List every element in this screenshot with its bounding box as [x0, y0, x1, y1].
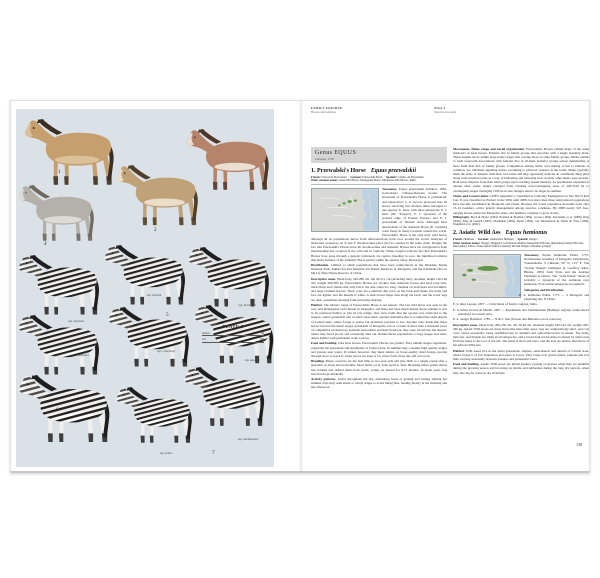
species1-scientific-name: Equus przewalskii [370, 167, 417, 174]
genus-box [311, 147, 447, 163]
account-paragraph: Habitat. Wild Asses live in the driest grasslands, steppes, semi-deserts and deserts of Central Asia, where forage is of low abundance and water is scarce. They range over gravel plains, saltpans and low hills, moving seasonally between pastures and permanent water. [453, 348, 589, 361]
header-family-name: FAMILY EQUIDAE [311, 106, 343, 110]
account-paragraph: Taxonomy. Equus hemionus Pallas, 1775, Northeastern boundary of Mongolia with Russia, Transbaikalia, S Chitinsk, 50° N, 115° E. The “Syrian Onager” hemippus (I. Geoffroy Saint-Hilaire, 1855) from Syria and the Arabian Peninsula is extinct. The “Gobi Kulan” luteus is probably a synonym of the nominate race hemionus. Four extant subspecies recognized. [524, 253, 589, 287]
subspecies-item: E. h. kulan Groves & Mazák, 1967 — Kazakhstan and Turkmenistan (Badkhyz region); reintroduced elsewhere in Central Asia. [453, 307, 589, 316]
plate-figure-african-wild-ass [19, 185, 94, 241]
species2-vernacular-names: French: Hémione / German: Asiatischer Halbesel / Spanish: Onagro [453, 236, 538, 241]
text-column-left [311, 147, 447, 463]
species1-heading [311, 168, 447, 175]
species2-number-name: 2. Asiatic Wild Ass [453, 229, 501, 236]
account-paragraph: Food and Feeding. Like feral horses, Przewalski's Horses are grazers. They inhabit steppe vegetation, especially the grasslands and shrublands of Central Asia. In summer they consume high-quality sedges and grasses near water. In winter, however, they must subsist on lower-quality dried forage, pawing through snow to reach it; when snows are deep or ice crusts form, mass die-offs can occur. [311, 341, 447, 358]
species1-other-names: Other common names: Asian Wild Horse, Dzungarian Horse, Mongolian Wild Horse, Takhi [311, 179, 447, 185]
account-paragraph: Breeding. Mares conceive for the first time as two-year-olds and give birth to a single young after a gestation of about eleven months. Most births occur from April to June. Breeding males gather mares into harems and defend them from rivals; young are nursed for 8-13 months. In harsh years foal survival drops markedly. [311, 359, 447, 376]
header-family-common: Horses and relatives [311, 109, 337, 114]
plate-title: PLATE 5 [222, 324, 244, 329]
header-plate-block [434, 107, 456, 115]
figure-label-plains-zebra-burchellii: ssp. burchellii [238, 303, 256, 307]
species1-account-right [453, 147, 589, 227]
scale-row: cm 150 [202, 337, 264, 342]
account-paragraph: Status and Conservation. CITES Appendix I. Classified as Critically Endangered on The IUCN Red List. It was classified as Extinct in the Wild until 2008, but since then three reintroduced populations have become established in Mongolia and China. Because the world population descends from only 13-14 founders, active genetic management among reserves continues. By 2008 nearly 325 free-ranging horses existed in Mongolia alone, and numbers continue to grow slowly. [453, 193, 589, 215]
account-paragraph: Taxonomy. Equus przewalskii Poliakov, 1881, Gobi-desert, Chinese-Russian border. The taxonomy of Przewalski's Horse is problematic and unresolved. C. P. Groves proposed that all horses surviving into modern times belonged to one species, E. ferus, with three subspecies: E. f. ferus (the “Tarpan”), E. f. sylvestris of the western edge of Eastern Europe, and E. f. przewalskii of Western Asia. Although feral descendants of the domestic Horse (E. caballus) roam freely in many locations around the world, Przewalski's Horse is the only truly wild horse, although all its populations derive from reintroductions from zoos around the world. Analyses of molecular sequences on X and Y chromosomes place the two species in the same clade. Despite the fact that Przewalski's Horses have 66 chromosomes and domestic Horses have 64, introgression from interbreeding has occurred in the wild and in captivity. When coupled with the fact that Przewalski's Horses have gone through a genetic bottleneck via captive breeding in zoos, the likelihood remains that many features of the domestic Horse persist within the species today. Monotypic. [311, 187, 447, 262]
plate-figure-plains-zebra-burchellii [189, 247, 269, 307]
plate-figure-mountain-zebra-zebra [117, 387, 192, 443]
plate-figure-mountain-zebra-hartmannae [185, 367, 264, 426]
figure-number-plains-zebra-crawshayi: 5 [166, 312, 169, 318]
figure-number-mountain-zebra-zebra: 7 [212, 450, 215, 456]
figure-label-plains-zebra-quagga: ssp. quagga [244, 358, 260, 362]
account-paragraph: Food and Feeding. Asiatic Wild Asses are mixed feeders, grazing on grasses when they are plentiful during the growing season and browsing on shrubs and saltbushes during the long dry periods, when they also dig for water in dry riverbeds. [453, 362, 589, 375]
plate-figure-plains-zebra-crawshayi [109, 307, 189, 367]
account-paragraph: Activity patterns. Active throughout the day, alternating bouts of grazing and resting. During hot summer days they seek shade or windy ridges to avoid biting flies, feeding mostly in the morning and late afternoon. [311, 377, 447, 390]
figure-label-plains-zebra-borensis: ssp. borensis [68, 319, 84, 323]
species1-map-graphic [312, 189, 378, 231]
genus-authority: Linnaeus, 1758 [315, 156, 334, 161]
header-family-block [311, 107, 342, 115]
header-section-name: Species Accounts [434, 109, 457, 114]
plate-background [16, 109, 274, 467]
species-accounts-page [303, 101, 589, 469]
account-paragraph: Habitat. The historic range of Przewalski's Horse is not known. The last wild horse was seen in the very arid Dzungarian Gobi Desert in Mongolia, and there has been much debate about whether it was in its preferred habitat or just its last refuge. One view holds that the species was restricted to the steppes, where grasslands and wooded areas meet; another maintains that it occupied the semi-deserts of Central Asia, where forage is sparse but predation pressure is low. Another view holds that these horses favored the mesic steppe grasslands of Mongolia, but as a result of more than a thousand years of competitive exclusion by nomadic pastoralists and their livestock, they were forced into the deserts, where they fared poorly and eventually died out. Reintroduced populations occupy steppe and semi-desert habitat with permanent water sources. [311, 302, 447, 341]
species1-distribution-map [311, 188, 379, 232]
subspecies-item: E. h. hemionus Pallas, 1775 — S Mongolia and extending into N China. [519, 292, 589, 302]
plate-page [11, 101, 299, 469]
account-paragraph: Distribution. Limited to small populations that have been reintroduced in the Khustain Nuruu National Park, Takhin Tal and Khomiin Tal Nature Reserves of Mongolia, and the Kalamaili (Ka La Ma Li) Shan Nature Reserve of China. [311, 263, 447, 276]
species2-heading [453, 230, 589, 237]
figure-label-mountain-zebra-zebra: ssp. zebra [159, 451, 173, 455]
species2-scientific-name: Equus hemionus [505, 229, 548, 236]
plate-figure-plains-zebra-boehmi [105, 245, 185, 305]
plate-figure-kiang [187, 129, 269, 190]
figure-label-plains-zebra-crawshayi: ssp. crawshayi [156, 349, 176, 353]
species1-account-left [311, 187, 447, 389]
account-paragraph: Descriptive notes. Head-body 220-280 cm, tail 90-111 cm (including hair), shoulder height 120-146 cm; weight 200-300 kg. Przewalski's Horses are stockier than domestic horses and have long tails, thick black erect manes that only fall to the side when too long, chestnut on both head and forelimbs, and large rounded hooves. Their coats are a uniform dun color on the back and flanks, the belly and face are lighter, and the muzzle is white. A dark dorsal stripe runs along the back, and the lower legs are dark, sometimes showing faint zebra-like striping. [311, 276, 447, 302]
species2-map-graphic [454, 255, 520, 297]
page-header [311, 107, 581, 115]
figure-number-african-wild-ass: 4 [44, 241, 47, 247]
plate-figure-asiatic-wild-ass [117, 165, 198, 225]
species1-vernacular-names: French: Cheval de Przewalski / German: Przewalski-Pferd / Spanish: Caballo de Przewalski [311, 174, 424, 179]
plate-scale-bar [202, 332, 264, 343]
species2-distribution-map [453, 254, 521, 298]
subspecies-lead: Subspecies and Distribution. [524, 287, 565, 292]
figure-number-asiatic-wild-ass: 2 [154, 227, 157, 233]
figure-label-plains-zebra-chapmani: ssp. chapmani [71, 353, 89, 357]
text-column-right [453, 147, 589, 463]
genus-name: Genus EQUUS [315, 149, 357, 156]
subspecies-item: E. h. khur Lesson, 1827 — Little Rann of Kutch, Gujarat, India. [453, 302, 538, 307]
plate-caption [202, 324, 264, 343]
species2-other-names: Other common names: Onager; Dziggetai, Gobi Kulan, Khulan, Mongolian Wild Ass (hemionus); Indian Wild Ass, Khur (khur); Kulan, Transcaspian Wild Ass (kulan); Persian Onager, Ghorkhar (onager) [453, 242, 589, 252]
species2-account [453, 253, 589, 375]
figure-number-grevys-zebra: 6 [56, 407, 59, 413]
figure-label-mountain-zebra-hartmannae: ssp. hartmannae [237, 437, 259, 441]
scale-row: inches 60 [202, 330, 264, 335]
book-spread [10, 100, 590, 473]
plate-figure-plains-zebra-borensis [19, 255, 99, 315]
plate-figure-grevys-zebra [19, 375, 109, 442]
figure-label-plains-zebra-boehmi: ssp. boehmi [146, 293, 162, 297]
page-gutter [299, 101, 303, 471]
account-paragraph: Movements, Home range and Social organization. Przewalski's Horses exhibit many of the same behaviors as feral horses. Females live in family groups that associate with a single breeding male. These harems move within large home ranges that overlap those of other family groups. Males unable to form long-term associations with females live in all-male bachelor groups whose membership is more fluid than that of family groups. Competition among males over mating access to females is common, yet ritualized signaling before escalating to physical violence is the norm. Males typically mark the urine of females with their own urine and they repeatedly defecate in communal dung piles along well-traveled routes as a way of indicating and assessing how recently other males were present. Both sexes disperse from their natal groups upon reaching sexual maturity. As populations expanded at release sites, home ranges changed from virtually non-overlapping areas of 200-1100 ha to overlapping ranges averaging 1500 ha in size. Ranges tend to be larger in summer. [453, 147, 589, 193]
plate-illustration [16, 109, 274, 467]
account-paragraph: Descriptive notes. Head-body 200-250 cm, tail 30-49 cm, shoulder height 100-142 cm; weight 200-260 kg. Asiatic Wild Asses are more horse-like than other asses: legs are comparatively short, and coat color varies seasonally, being reddish-brown in summer and yellowish-brown in winter. The belly, buttocks, and muzzle are white in all subspecies, and a broad dark dorsal stripe bordered by white runs from the mane to the root of the tail. The mane is short and erect, and the ears are shorter than those of the African Wild Ass. [453, 322, 589, 348]
species1-number-name: 1. Przewalski's Horse [311, 167, 366, 174]
page-number: 138 [576, 442, 582, 447]
header-plate-ref: Plate 5 [434, 106, 446, 110]
account-paragraph: Bibliography. Boyd & Houpt (1994), Bouman & Bouman (1994), Groves (1994), Kaczensky et al. (2008), King (2002), King & Gurnell (2005), Moehlman (2002), Ryder (1994), van Dierendonck & Wallis de Vries (1996), Wakefield et al. (2002). [453, 214, 589, 227]
plate-figure-plains-zebra-chapmani [19, 315, 99, 375]
figure-number-kiang: 3 [264, 185, 267, 191]
plate-figure-przewalskis-horse [25, 119, 114, 185]
figure-number-przewalskis-horse: 1 [58, 169, 61, 175]
subspecies-item: E. h. onager Boddaert, 1785 — N & C Iran (Touran and Bahram-e-Goor reserves). [453, 317, 562, 322]
